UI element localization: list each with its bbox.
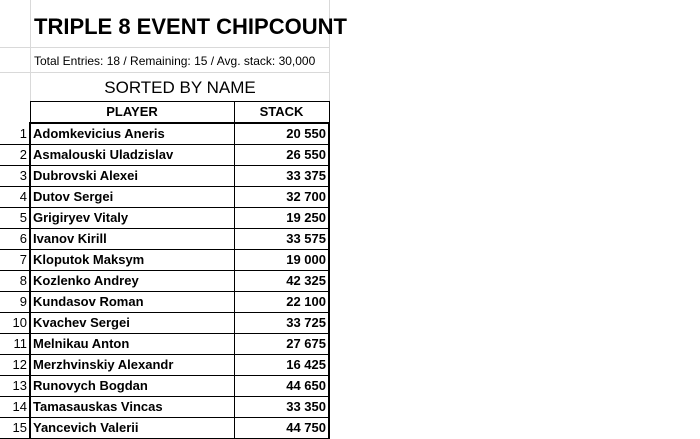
table-row	[0, 166, 329, 187]
spreadsheet-area	[0, 0, 347, 439]
table-row	[0, 397, 329, 418]
chip-stack: 33 350	[234, 397, 329, 418]
player-column-header: PLAYER	[30, 102, 234, 124]
row-number: 7	[19, 252, 27, 267]
gridline	[0, 72, 330, 73]
row-number: 6	[19, 231, 27, 246]
player-name: Dutov Sergei	[30, 187, 234, 208]
chip-stack: 19 250	[234, 208, 329, 229]
row-number: 8	[19, 273, 27, 288]
row-number-header	[0, 102, 30, 124]
row-number: 14	[12, 399, 27, 414]
table-row	[0, 187, 329, 208]
table-row	[0, 355, 329, 376]
row-number: 11	[13, 336, 27, 351]
row-number: 10	[12, 315, 27, 330]
chip-stack: 22 100	[234, 292, 329, 313]
player-name: Kloputok Maksym	[30, 250, 234, 271]
row-number: 5	[19, 210, 27, 225]
page-title: TRIPLE 8 EVENT CHIPCOUNT	[34, 14, 347, 39]
table-row	[0, 334, 329, 355]
table-row	[0, 418, 329, 439]
event-summary: Total Entries: 18 / Remaining: 15 / Avg. stack: 30,000	[34, 54, 316, 68]
player-name: Ivanov Kirill	[30, 229, 234, 250]
row-number: 15	[12, 420, 27, 435]
player-name: Tamasauskas Vincas	[30, 397, 234, 418]
row-number: 13	[12, 378, 27, 393]
row-number: 4	[19, 189, 27, 204]
gridline	[0, 47, 330, 48]
player-name: Kozlenko Andrey	[30, 271, 234, 292]
table-row	[0, 208, 329, 229]
row-number: 12	[12, 357, 27, 372]
table-header-row	[0, 102, 329, 124]
table-row	[0, 145, 329, 166]
player-name: Yancevich Valerii	[30, 418, 234, 439]
chip-stack: 33 375	[234, 166, 329, 187]
player-name: Kvachev Sergei	[30, 313, 234, 334]
chip-stack: 19 000	[234, 250, 329, 271]
table-row	[0, 229, 329, 250]
table-row	[0, 313, 329, 334]
chip-stack: 44 650	[234, 376, 329, 397]
table-row	[0, 250, 329, 271]
table-row	[0, 376, 329, 397]
table-row	[0, 123, 329, 145]
sort-label: SORTED BY NAME	[104, 78, 256, 97]
player-name: Merzhvinskiy Alexandr	[30, 355, 234, 376]
row-number: 3	[19, 168, 27, 183]
player-name: Runovych Bogdan	[30, 376, 234, 397]
player-name: Melnikau Anton	[30, 334, 234, 355]
chip-stack: 33 575	[234, 229, 329, 250]
chip-stack: 33 725	[234, 313, 329, 334]
table-body	[0, 123, 329, 439]
table-row	[0, 271, 329, 292]
table-row	[0, 292, 329, 313]
chip-stack: 20 550	[234, 123, 329, 145]
row-number: 1	[19, 125, 27, 141]
chip-stack: 27 675	[234, 334, 329, 355]
chip-stack: 32 700	[234, 187, 329, 208]
row-number: 9	[19, 294, 27, 309]
row-number: 2	[19, 147, 27, 162]
chip-stack: 16 425	[234, 355, 329, 376]
player-name: Dubrovski Alexei	[30, 166, 234, 187]
player-name: Adomkevicius Aneris	[30, 123, 234, 145]
player-name: Asmalouski Uladzislav	[30, 145, 234, 166]
player-name: Grigiryev Vitaly	[30, 208, 234, 229]
chipcount-table	[0, 101, 330, 439]
chip-stack: 42 325	[234, 271, 329, 292]
chip-stack: 44 750	[234, 418, 329, 439]
stack-column-header: STACK	[234, 102, 329, 124]
chip-stack: 26 550	[234, 145, 329, 166]
player-name: Kundasov Roman	[30, 292, 234, 313]
